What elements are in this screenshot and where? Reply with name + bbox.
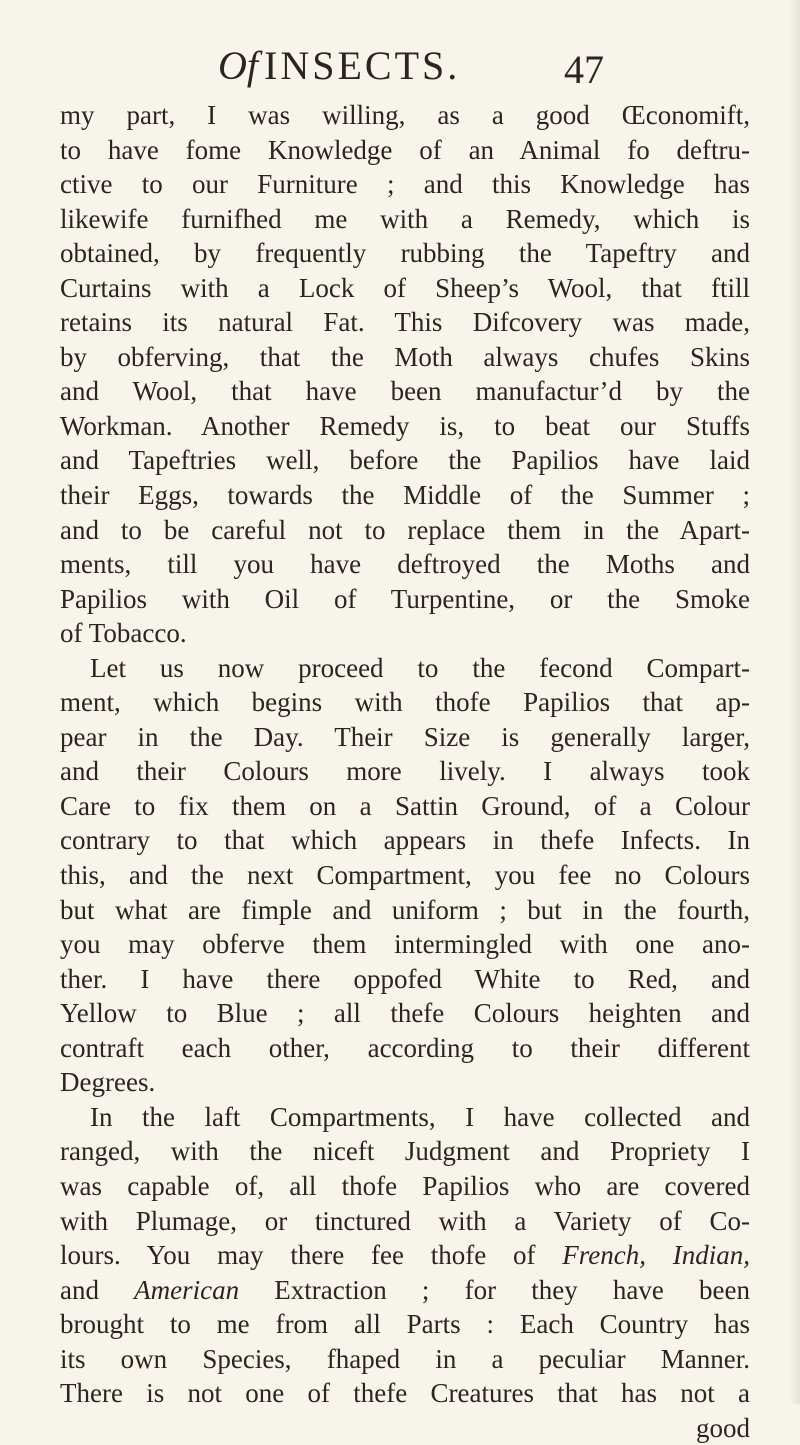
text-line: Yellow to Blue ; all thefe Colours heighten and bbox=[60, 998, 750, 1029]
text-line: ctive to our Furniture ; and this Knowledge has bbox=[60, 169, 750, 200]
text-line: my part, I was willing, as a good Œconomift, bbox=[60, 100, 750, 130]
page-number: 47 bbox=[564, 47, 604, 92]
text-line: obtained, by frequently rubbing the Tapeftry and bbox=[60, 238, 750, 269]
text-line: Care to fix them on a Sattin Ground, of a Colour bbox=[60, 790, 750, 821]
running-title-of: Of bbox=[218, 43, 258, 88]
text-line: likewife furnifhed me with a Remedy, which is bbox=[60, 203, 750, 234]
text-line: and Wool, that have been manufactur’d by the bbox=[60, 376, 750, 407]
text-line: you may obferve them intermingled with one ano- bbox=[60, 929, 750, 960]
text-line: contraft each other, according to their different bbox=[60, 1032, 750, 1063]
text-line: their Eggs, towards the Middle of the Summer ; bbox=[60, 480, 750, 511]
text-line: and Tapeftries well, before the Papilios have laid bbox=[60, 445, 750, 476]
running-title bbox=[218, 42, 460, 89]
italic-word-french: French, bbox=[562, 1240, 646, 1271]
catchword: good bbox=[696, 1412, 750, 1443]
text-fragment: Extraction ; for they have been bbox=[274, 1274, 750, 1305]
text-line-mixed bbox=[60, 1238, 750, 1273]
text-line: with Plumage, or tinctured with a Variety of Co- bbox=[60, 1205, 750, 1236]
text-line: Workman. Another Remedy is, to beat our Stuffs bbox=[60, 410, 750, 441]
text-line: its own Species, fhaped in a peculiar Manner. bbox=[60, 1343, 750, 1374]
italic-word-american: American bbox=[134, 1274, 240, 1305]
text-line: Let us now proceed to the fecond Compart- bbox=[90, 652, 750, 683]
text-line: pear in the Day. Their Size is generally larger, bbox=[60, 721, 750, 752]
text-fragment: lours. You may there fee thofe of bbox=[60, 1240, 536, 1271]
text-line: to have fome Knowledge of an Animal fo deftru- bbox=[60, 134, 750, 165]
running-head bbox=[0, 42, 800, 94]
text-line: Curtains with a Lock of Sheep’s Wool, that ftill bbox=[60, 272, 750, 303]
text-fragment: and bbox=[60, 1274, 99, 1305]
text-line: ranged, with the niceft Judgment and Propriety I bbox=[60, 1136, 750, 1167]
text-line: this, and the next Compartment, you fee no Colours bbox=[60, 860, 750, 891]
text-line: was capable of, all thofe Papilios who are covered bbox=[60, 1170, 750, 1201]
text-line: brought to me from all Parts : Each Country has bbox=[60, 1309, 750, 1340]
text-line: and their Colours more lively. I always took bbox=[60, 756, 750, 787]
text-line: In the laft Compartments, I have collected and bbox=[90, 1101, 750, 1132]
body-text bbox=[60, 98, 750, 1445]
text-line: There is not one of thefe Creatures that has not a bbox=[60, 1378, 750, 1409]
text-line: Degrees. bbox=[60, 1067, 156, 1098]
text-line: by obferving, that the Moth always chufes Skins bbox=[60, 341, 750, 372]
text-line: retains its natural Fat. This Difcovery was made, bbox=[60, 307, 750, 338]
italic-word-indian: Indian, bbox=[672, 1240, 750, 1271]
text-line: ment, which begins with thofe Papilios that ap- bbox=[60, 687, 750, 718]
text-line: but what are fimple and uniform ; but in the fourth, bbox=[60, 894, 750, 925]
page-edge-shadow bbox=[790, 0, 800, 1404]
running-title-text: INSECTS. bbox=[264, 43, 461, 88]
text-line: ther. I have there oppofed White to Red, and bbox=[60, 963, 750, 994]
text-line-mixed bbox=[60, 1273, 750, 1308]
text-line: contrary to that which appears in thefe Infects. In bbox=[60, 825, 750, 856]
text-line: and to be careful not to replace them in the Apart- bbox=[60, 514, 750, 545]
text-line: Papilios with Oil of Turpentine, or the Smoke bbox=[60, 583, 750, 614]
text-line: ments, till you have deftroyed the Moths and bbox=[60, 549, 750, 580]
text-line: of Tobacco. bbox=[60, 618, 187, 649]
